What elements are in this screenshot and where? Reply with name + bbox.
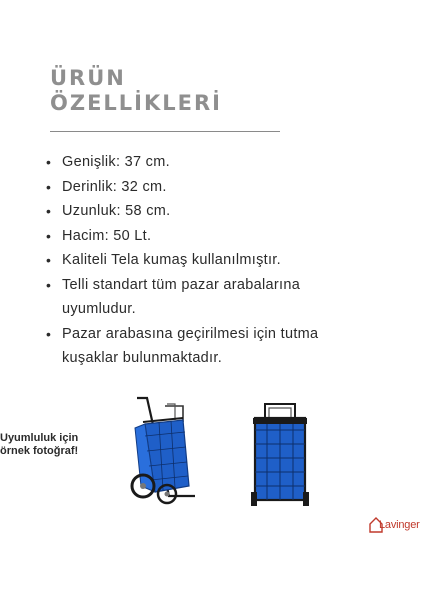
feature-item: • Kaliteli Tela kumaş kullanılmıştır. (46, 248, 376, 273)
title-line-2: ÖZELLİKLERİ (50, 91, 222, 115)
cart-side-view-image (125, 396, 205, 506)
feature-item: • Telli standart tüm pazar arabalarına uyumludur. (46, 273, 376, 322)
feature-list (46, 150, 376, 371)
title-line-1: ÜRÜN (50, 66, 126, 90)
cart-front-view-image (245, 400, 315, 508)
feature-item: • Hacim: 50 Lt. (46, 224, 376, 249)
feature-item: • Uzunluk: 58 cm. (46, 199, 376, 224)
feature-item: • Pazar arabasına geçirilmesi için tutma kuşaklar bulunmaktadır. (46, 322, 376, 371)
brand-logo (368, 513, 424, 537)
feature-item: • Genişlik: 37 cm. (46, 150, 376, 175)
divider (50, 131, 280, 132)
compatibility-note (0, 432, 78, 458)
note-line-2: örnek fotoğraf! (0, 445, 79, 457)
note-line-1: Uyumluluk için (0, 432, 79, 444)
brand-name: Lavinger (379, 519, 420, 531)
page-title (50, 66, 222, 116)
feature-item: • Derinlik: 32 cm. (46, 175, 376, 200)
